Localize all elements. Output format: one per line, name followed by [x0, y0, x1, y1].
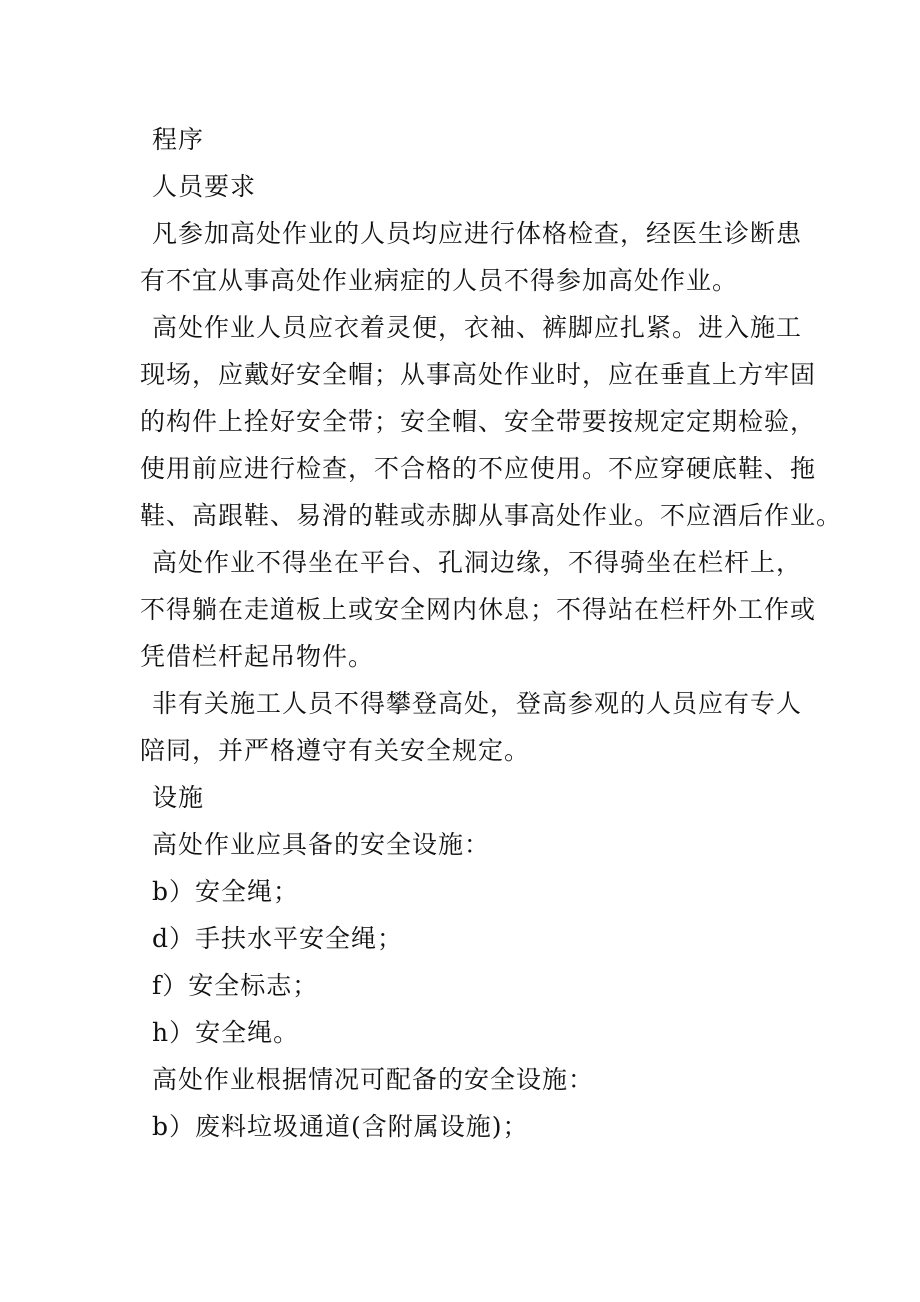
paragraph-line: 不得躺在走道板上或安全网内休息；不得站在栏杆外工作或	[140, 595, 817, 624]
paragraph-line: 凭借栏杆起吊物件。	[140, 642, 375, 671]
paragraph-line: 鞋、高跟鞋、易滑的鞋或赤脚从事高处作业。不应酒后作业。	[140, 501, 843, 530]
list-item: h）安全绳。	[152, 1018, 300, 1047]
list-item: f）安全标志；	[152, 971, 319, 1000]
paragraph-line: 非有关施工人员不得攀登高处，登高参观的人员应有专人	[152, 689, 803, 718]
paragraph-line: 有不宜从事高处作业病症的人员不得参加高处作业。	[140, 266, 739, 295]
paragraph-line: 高处作业人员应衣着灵便，衣袖、裤脚应扎紧。进入施工	[152, 313, 803, 342]
section-heading-procedure: 程序	[152, 125, 205, 154]
paragraph-line: 的构件上拴好安全带；安全帽、安全带要按规定定期检验，	[140, 407, 817, 436]
document-body	[140, 116, 843, 1150]
list-item: d）手扶水平安全绳；	[152, 924, 404, 953]
paragraph-line: 凡参加高处作业的人员均应进行体格检查，经医生诊断患	[152, 219, 803, 248]
paragraph-line: 高处作业不得坐在平台、孔洞边缘，不得骑坐在栏杆上，	[152, 548, 803, 577]
section-heading-facilities: 设施	[152, 783, 205, 812]
paragraph-line: 使用前应进行检查，不合格的不应使用。不应穿硬底鞋、拖	[140, 454, 817, 483]
list-item: b）废料垃圾通道(含附属设施)；	[152, 1112, 529, 1141]
paragraph-line: 现场，应戴好安全帽；从事高处作业时，应在垂直上方牢固	[140, 360, 817, 389]
paragraph-line: 高处作业应具备的安全设施：	[152, 830, 491, 859]
paragraph-line: 陪同，并严格遵守有关安全规定。	[140, 736, 531, 765]
list-item: b）安全绳；	[152, 877, 300, 906]
paragraph-line: 高处作业根据情况可配备的安全设施：	[152, 1065, 595, 1094]
section-heading-personnel: 人员要求	[152, 172, 257, 201]
